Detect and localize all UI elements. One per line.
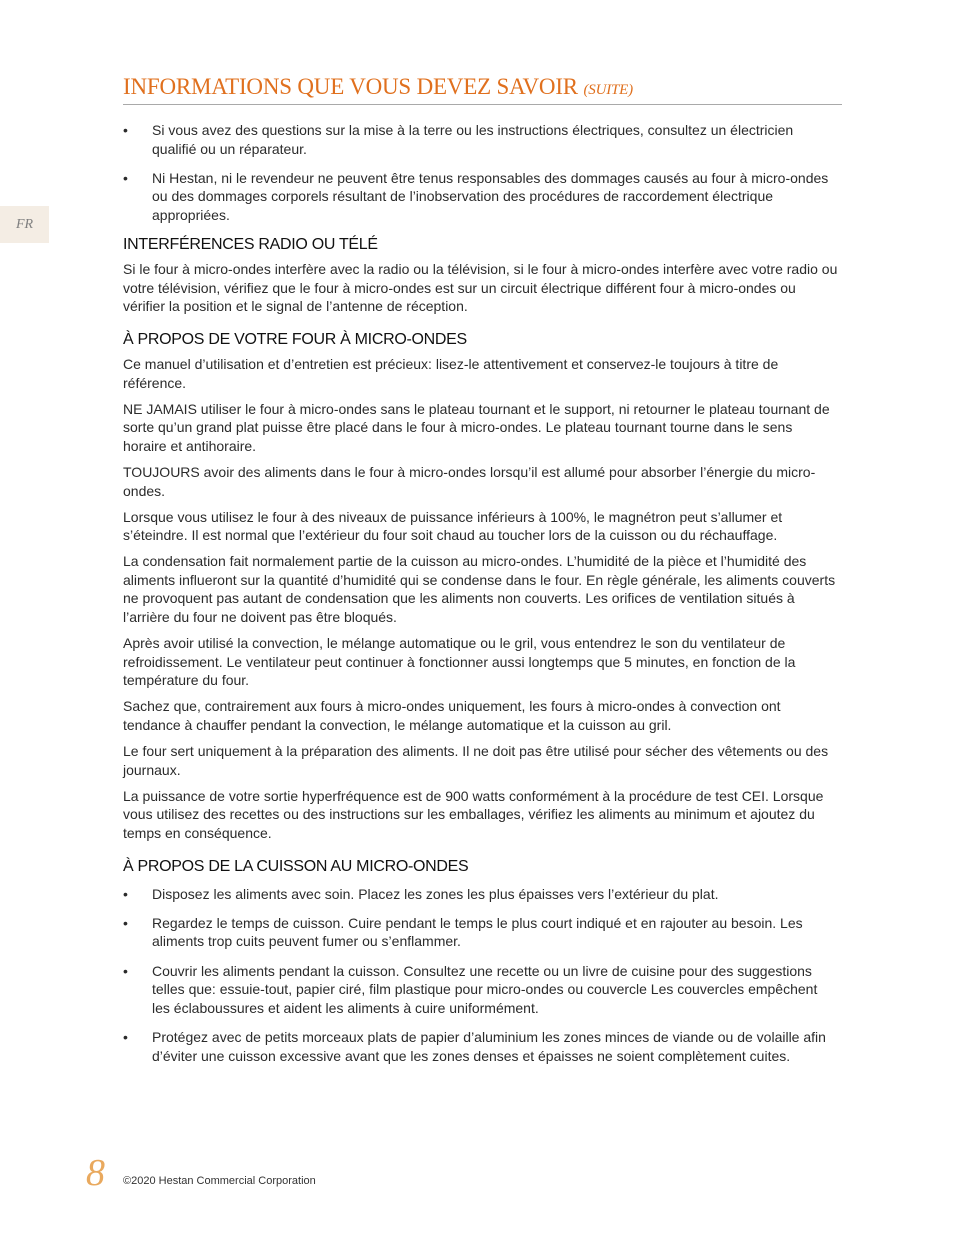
section-heading-about-oven: À PROPOS DE VOTRE FOUR À MICRO-ONDES <box>123 330 467 348</box>
list-item-text: Si vous avez des questions sur la mise à la terre ou les instructions électriques, consultez un électricien qualifié ou un réparateur. <box>152 122 794 157</box>
cooking-bullet-list <box>123 885 839 1066</box>
page-header <box>123 74 842 105</box>
bullet-icon: • <box>123 122 128 138</box>
paragraph: Après avoir utilisé la convection, le mélange automatique ou le gril, vous entendrez le son du ventilateur de refroidissement. Le ventilateur peut continuer à fonctionner aussi longtemps que 5 minutes, en fonction de la température du four. <box>123 635 796 689</box>
page-title-suffix: (SUITE) <box>583 82 633 98</box>
paragraph: Lorsque vous utilisez le four à des niveaux de puissance inférieurs à 100%, le magnétron peut s’allumer et s’éteindre. Il est normal que l’extérieur du four soit chaud au toucher lors de la cuisson ou du réchauffage. <box>123 508 783 544</box>
paragraph: La condensation fait normalement partie de la cuisson au micro-ondes. L’humidité de la pièce et l’humidité des aliments influeront sur la quantité d’humidité qui se condense dans le four. En règle générale, les aliments couverts ne provoquent pas autant de condensation que les aliments non couverts. Les orifices de ventilation situés à l’arrière du four ne doivent pas être bloqués. <box>123 553 836 626</box>
page-number: 8 <box>86 1152 105 1194</box>
bullet-icon: • <box>123 962 128 979</box>
paragraph: NE JAMAIS utiliser le four à micro-ondes sans le plateau tournant et le support, ni retourner le plateau tournant de sorte qu’un grand plat puisse être placé dans le four à micro-ondes. Le plateau tournant tourne dans le sens horaire et antihoraire. <box>123 400 830 454</box>
intro-bullet-list <box>123 121 839 225</box>
page-title-text: INFORMATIONS QUE VOUS DEVEZ SAVOIR <box>123 74 578 99</box>
paragraph: Sachez que, contrairement aux fours à micro-ondes uniquement, les fours à micro-ondes à convection ont tendance à chauffer pendant la convection, le mélange automatique et la cuisson au gril. <box>123 698 781 734</box>
copyright-text: ©2020 Hestan Commercial Corporation <box>123 1175 316 1187</box>
language-tab: FR <box>0 206 49 243</box>
list-item-text: Protégez avec de petits morceaux plats de papier d’aluminium les zones minces de viande ou de volaille afin d’éviter une cuisson excessive avant que les zones denses et épaisses ne soient complètement cuites. <box>152 1028 826 1064</box>
bullet-icon: • <box>123 885 128 902</box>
list-item-text: Regardez le temps de cuisson. Cuire pendant le temps le plus court indiqué et en rajouter au besoin. Les aliments trop cuits peuvent fumer ou s’enflammer. <box>152 914 803 950</box>
paragraph: Ce manuel d’utilisation et d’entretien est précieux: lisez-le attentivement et conservez-le toujours à titre de référence. <box>123 355 779 391</box>
paragraph: TOUJOURS avoir des aliments dans le four à micro-ondes lorsqu’il est allumé pour absorber l’énergie du micro-ondes. <box>123 463 816 499</box>
list-item <box>123 914 839 951</box>
bullet-icon: • <box>123 169 128 186</box>
list-item <box>123 169 839 225</box>
paragraph: La puissance de votre sortie hyperfréquence est de 900 watts conformément à la procédure de test CEI. Lorsque vous utilisez des recettes ou des instructions sur les emballages, vérifiez les aliments au minimum et ajoutez du temps en conséquence. <box>123 787 824 841</box>
list-item <box>123 885 839 904</box>
list-item-text: Disposez les aliments avec soin. Placez les zones les plus épaisses vers l’extérieur du plat. <box>152 885 719 902</box>
section-heading-radio: INTERFÉRENCES RADIO OU TÉLÉ <box>123 236 378 254</box>
list-item-text: Ni Hestan, ni le revendeur ne peuvent être tenus responsables des dommages causés au four à micro-ondes ou des dommages corporels résultant de l’inobservation des procédures de raccordement électrique appropriées. <box>152 169 829 223</box>
bullet-icon: • <box>123 914 128 931</box>
bullet-icon: • <box>123 1028 128 1045</box>
list-item-text: Couvrir les aliments pendant la cuisson. Consultez une recette ou un livre de cuisine pour des suggestions telles que: essuie-tout, papier ciré, film plastique pour micro-ondes ou couvercle Les couvercles empêchent les éclaboussures et aident les aliments à cuire uniformément. <box>152 962 818 1016</box>
page-title <box>123 74 842 103</box>
list-item <box>123 1028 839 1065</box>
paragraph: Si le four à micro-ondes interfère avec la radio ou la télévision, si le four à micro-ondes interfère avec votre radio ou votre télévision, vérifiez que le four à micro-ondes est sur un circuit électrique différent four à micro-ondes ou vérifier la position et le signal de l’antenne de réception. <box>123 261 838 315</box>
list-item <box>123 962 839 1018</box>
list-item <box>123 121 839 158</box>
paragraph: Le four sert uniquement à la préparation des aliments. Il ne doit pas être utilisé pour sécher des vêtements ou des journaux. <box>123 743 829 778</box>
page-content <box>123 121 839 1076</box>
section-heading-cooking: À PROPOS DE LA CUISSON AU MICRO-ONDES <box>123 857 469 875</box>
